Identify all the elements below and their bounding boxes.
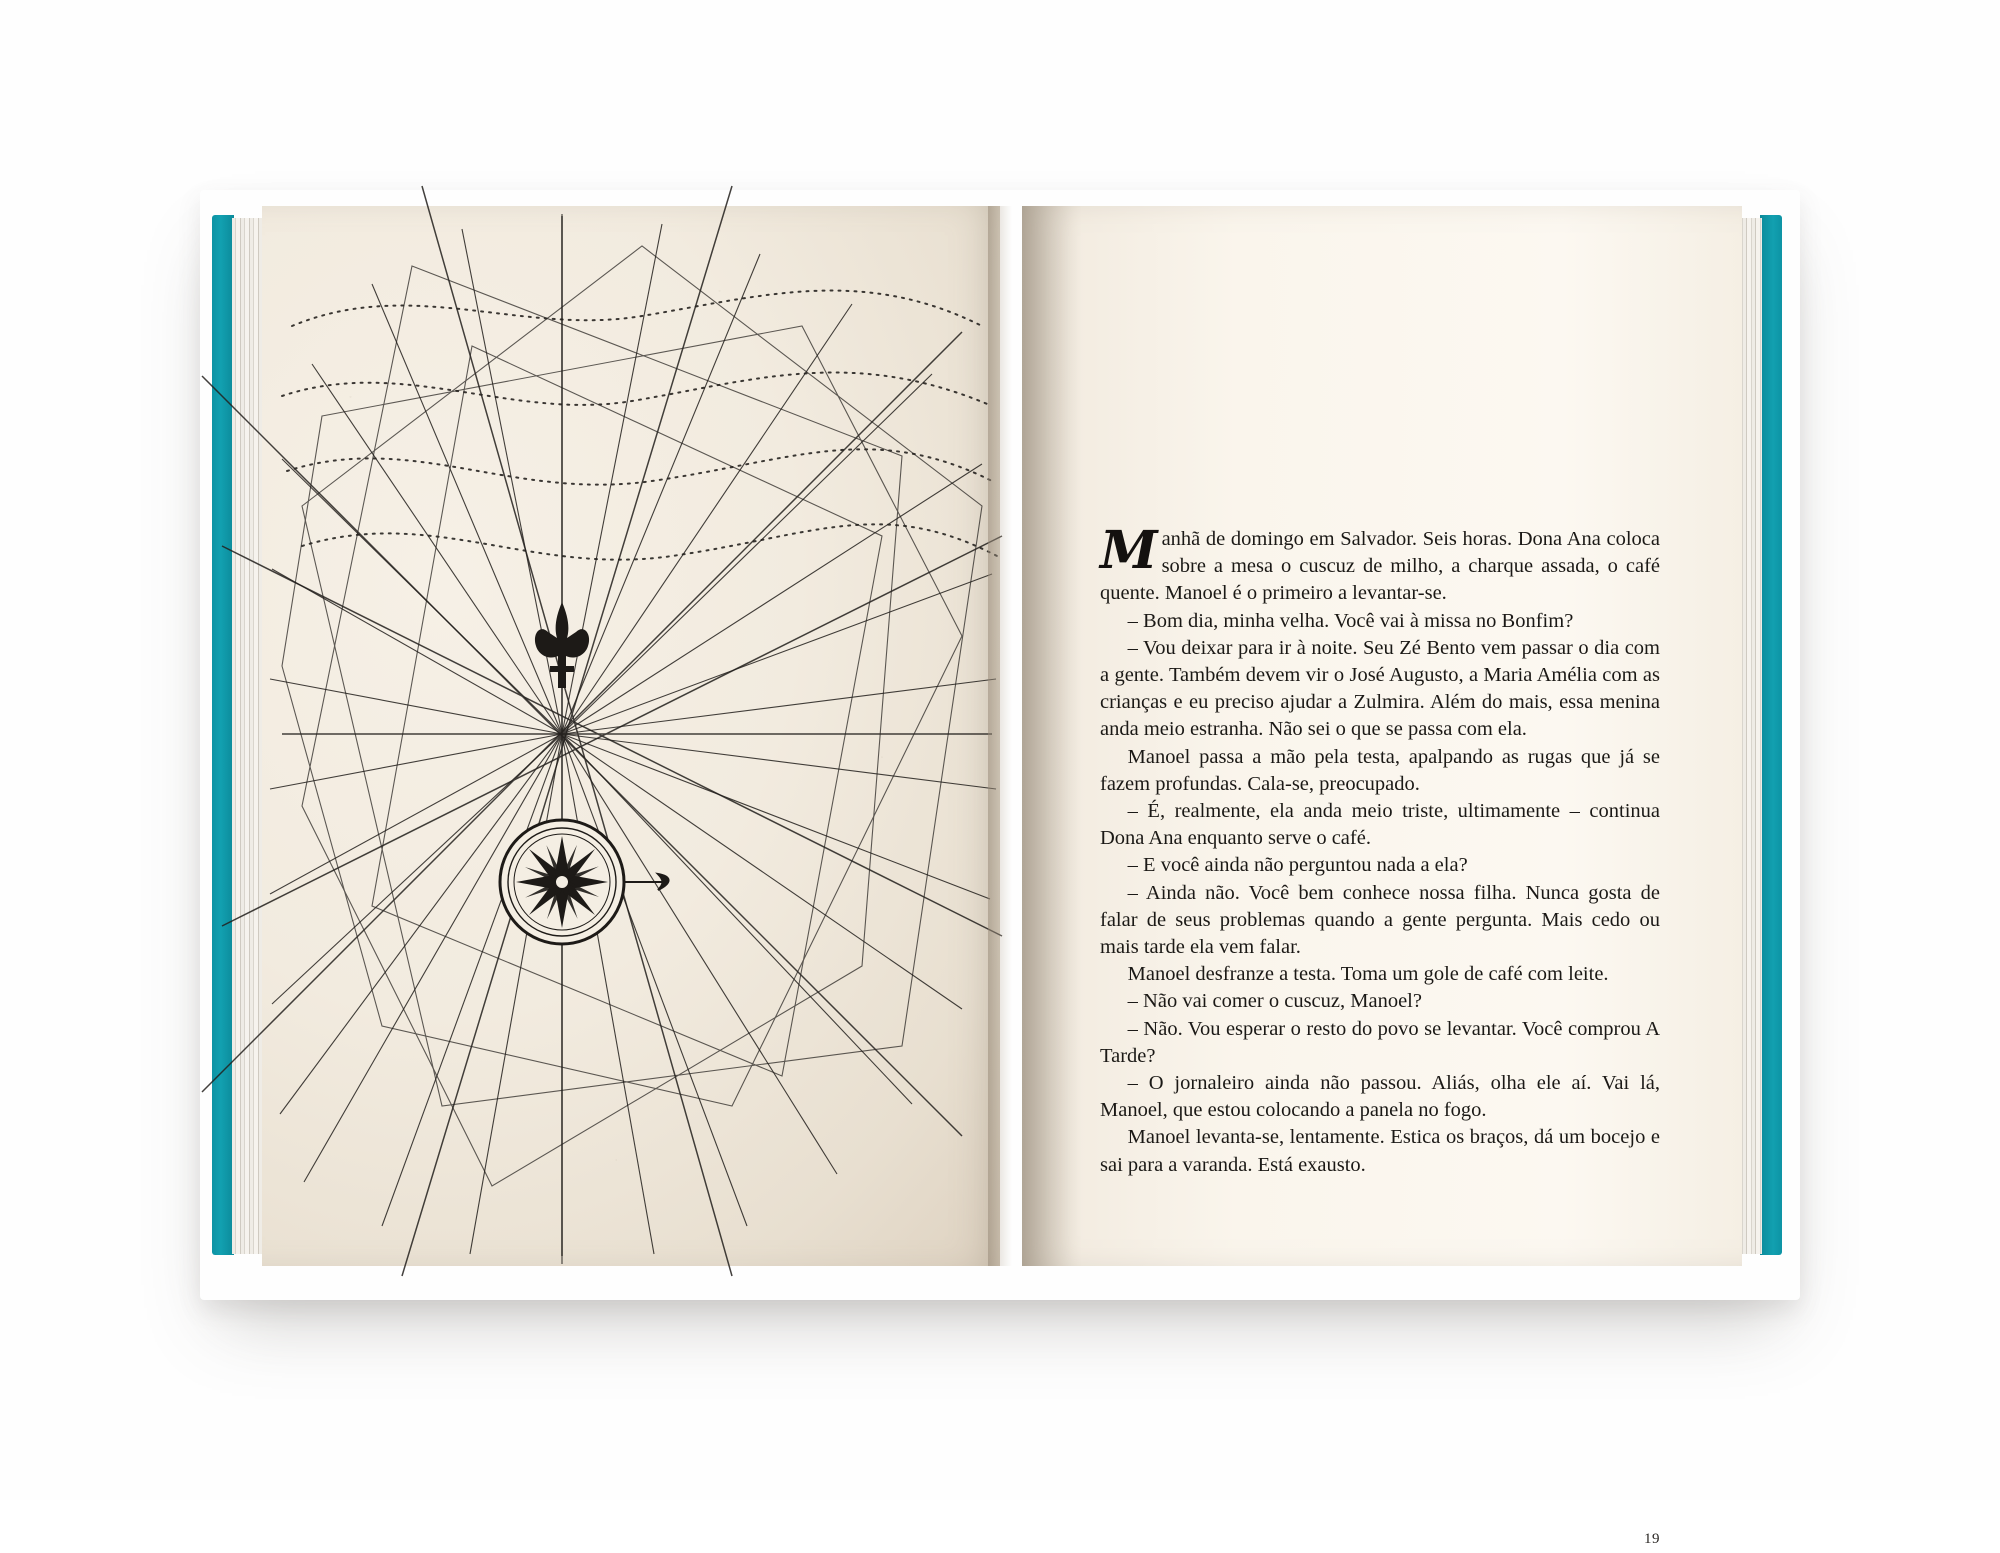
paragraph-opening bbox=[1100, 520, 1660, 608]
paragraph: – Bom dia, minha velha. Você vai à missa no Bonfim? bbox=[1127, 609, 1574, 632]
left-page bbox=[262, 206, 1000, 1266]
paragraph: Manoel desfranze a testa. Toma um gole de café com leite. bbox=[1127, 963, 1609, 986]
compass-rose bbox=[500, 820, 669, 944]
paragraph: – Ainda não. Você bem conhece nossa filha. Nunca gosta de falar de seus problemas quando a gente pergunta. Mais cedo ou mais tarde ela vem falar. bbox=[1100, 881, 1660, 959]
right-page bbox=[1022, 206, 1742, 1547]
paragraph: – Vou deixar para ir à noite. Seu Zé Bento vem passar o dia com a gente. Também devem vir o José Augusto, a Maria Amélia com as crianças e eu preciso ajudar a Zulmira. Além do mais, essa menina anda meio estranha. Não sei o que se passa com ela. bbox=[1100, 636, 1660, 741]
paragraph-text: anhã de domingo em Salvador. Seis horas. Dona Ana coloca sobre a mesa o cuscuz de milho, a charque assada, o café quente. Manoel é o primeiro a levantar-se. bbox=[1100, 528, 1660, 605]
body-text-column bbox=[1100, 520, 1660, 1547]
drop-cap: M bbox=[1100, 520, 1158, 581]
paragraph: Manoel passa a mão pela testa, apalpando as rugas que já se fazem profundas. Cala-se, preocupado. bbox=[1100, 745, 1660, 795]
paragraph: – Não vai comer o cuscuz, Manoel? bbox=[1127, 990, 1422, 1013]
book-cover-edge-left bbox=[212, 215, 234, 1255]
compass-rose-illustration bbox=[262, 206, 1000, 1266]
page-edge-stack-left bbox=[232, 218, 266, 1254]
paragraph: – E você ainda não perguntou nada a ela? bbox=[1127, 854, 1468, 877]
book-cover-edge-right bbox=[1760, 215, 1782, 1255]
paragraph: – É, realmente, ela anda meio triste, ultimamente – continua Dona Ana enquanto serve o café. bbox=[1100, 800, 1660, 850]
paragraph: Manoel levanta-se, lentamente. Estica os braços, dá um bocejo e sai para a varanda. Está exausto. bbox=[1100, 1126, 1660, 1176]
fleur-de-lis-icon bbox=[535, 602, 589, 688]
paragraph: – O jornaleiro ainda não passou. Aliás, olha ele aí. Vai lá, Manoel, que estou colocando a panela no fogo. bbox=[1100, 1072, 1660, 1122]
paragraph: – Não. Vou esperar o resto do povo se levantar. Você comprou A Tarde? bbox=[1100, 1017, 1660, 1067]
page-number: 19 bbox=[1644, 1531, 1660, 1547]
